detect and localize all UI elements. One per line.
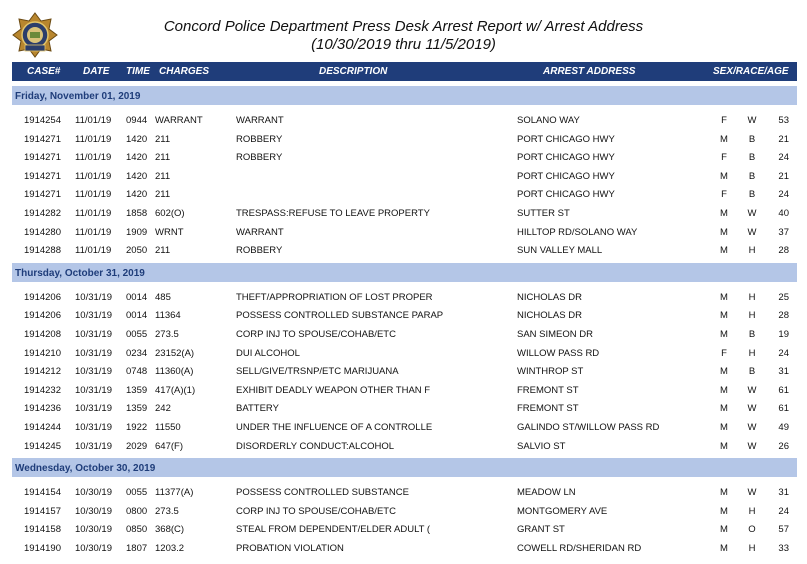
cell-race: W xyxy=(747,115,757,126)
cell-age: 24 xyxy=(778,189,789,200)
cell-sex: M xyxy=(720,171,728,182)
cell-race: W xyxy=(747,403,757,414)
cell-case: 1914232 xyxy=(24,385,61,396)
date-group-label: Friday, November 01, 2019 xyxy=(15,91,141,102)
table-row xyxy=(12,380,797,398)
table-row xyxy=(12,417,797,435)
cell-charges: 211 xyxy=(155,189,171,200)
cell-address: FREMONT ST xyxy=(517,403,579,414)
cell-address: SALVIO ST xyxy=(517,441,566,452)
cell-time: 1420 xyxy=(126,189,148,200)
cell-description: ROBBERY xyxy=(236,245,283,256)
cell-age: 49 xyxy=(778,422,789,433)
cell-date: 10/31/19 xyxy=(75,329,112,340)
cell-case: 1914282 xyxy=(24,208,61,219)
date-group-header xyxy=(12,263,797,282)
cell-sex: M xyxy=(720,245,728,256)
cell-date: 11/01/19 xyxy=(75,171,112,182)
cell-case: 1914212 xyxy=(24,366,61,377)
cell-sex: M xyxy=(720,227,728,238)
cell-charges: 11550 xyxy=(155,422,181,433)
cell-charges: 602(O) xyxy=(155,208,185,219)
cell-charges: 11360(A) xyxy=(155,366,194,377)
cell-case: 1914271 xyxy=(24,134,61,145)
column-case: CASE# xyxy=(27,66,61,77)
column-date: DATE xyxy=(83,66,110,77)
cell-address: MONTGOMERY AVE xyxy=(517,506,608,517)
table-row xyxy=(12,184,797,202)
cell-time: 1909 xyxy=(126,227,148,238)
cell-charges: 273.5 xyxy=(155,506,179,517)
cell-address: PORT CHICAGO HWY xyxy=(517,134,615,145)
cell-charges: 368(C) xyxy=(155,524,185,535)
cell-description: CORP INJ TO SPOUSE/COHAB/ETC xyxy=(236,329,396,340)
cell-age: 31 xyxy=(778,366,789,377)
cell-description: ROBBERY xyxy=(236,134,283,145)
cell-race: B xyxy=(748,171,756,182)
cell-age: 28 xyxy=(778,310,789,321)
cell-date: 11/01/19 xyxy=(75,134,112,145)
cell-date: 10/31/19 xyxy=(75,385,112,396)
cell-description: BATTERY xyxy=(236,403,279,414)
cell-date: 10/31/19 xyxy=(75,366,112,377)
cell-race: H xyxy=(748,310,756,321)
cell-description: DISORDERLY CONDUCT:ALCOHOL xyxy=(236,441,395,452)
cell-date: 11/01/19 xyxy=(75,227,112,238)
cell-age: 24 xyxy=(778,348,789,359)
cell-case: 1914244 xyxy=(24,422,61,433)
cell-sex: M xyxy=(720,134,728,145)
cell-date: 10/30/19 xyxy=(75,524,112,535)
table-row xyxy=(12,287,797,305)
cell-description: DUI ALCOHOL xyxy=(236,348,300,359)
cell-address: SAN SIMEON DR xyxy=(517,329,594,340)
cell-race: H xyxy=(748,292,756,303)
date-group-label: Wednesday, October 30, 2019 xyxy=(15,463,156,475)
cell-description: POSSESS CONTROLLED SUBSTANCE PARAP xyxy=(236,310,444,321)
cell-sex: F xyxy=(721,152,727,163)
cell-race: H xyxy=(748,348,756,359)
cell-description: PROBATION VIOLATION xyxy=(236,543,344,554)
cell-date: 10/31/19 xyxy=(75,422,112,433)
cell-description: TRESPASS:REFUSE TO LEAVE PROPERTY xyxy=(236,208,430,219)
cell-sex: M xyxy=(720,208,728,219)
cell-time: 2050 xyxy=(126,245,148,256)
table-row xyxy=(12,166,797,184)
cell-time: 0944 xyxy=(126,115,148,126)
cell-age: 21 xyxy=(778,134,789,145)
cell-description: POSSESS CONTROLLED SUBSTANCE xyxy=(236,487,409,498)
cell-charges: WARRANT xyxy=(155,115,203,126)
cell-address: SUTTER ST xyxy=(517,208,570,219)
cell-race: H xyxy=(748,506,756,517)
cell-case: 1914206 xyxy=(24,292,61,303)
cell-sex: M xyxy=(720,441,728,452)
cell-time: 0234 xyxy=(126,348,148,359)
cell-age: 61 xyxy=(778,385,789,396)
cell-charges: 11377(A) xyxy=(155,487,194,498)
cell-address: PORT CHICAGO HWY xyxy=(517,189,615,200)
cell-age: 53 xyxy=(778,115,789,126)
table-row xyxy=(12,482,797,500)
cell-date: 11/01/19 xyxy=(75,115,112,126)
cell-time: 1922 xyxy=(126,422,148,433)
cell-case: 1914208 xyxy=(24,329,61,340)
cell-time: 1420 xyxy=(126,171,148,182)
cell-time: 0055 xyxy=(126,329,148,340)
cell-description: STEAL FROM DEPENDENT/ELDER ADULT ( xyxy=(236,524,431,535)
cell-time: 1420 xyxy=(126,134,148,145)
cell-sex: M xyxy=(720,506,728,517)
cell-sex: M xyxy=(720,385,728,396)
cell-address: FREMONT ST xyxy=(517,385,579,396)
cell-charges: 273.5 xyxy=(155,329,179,340)
cell-race: B xyxy=(748,134,756,145)
cell-age: 28 xyxy=(778,245,789,256)
cell-case: 1914271 xyxy=(24,171,61,182)
cell-sex: F xyxy=(721,189,727,200)
cell-description: ROBBERY xyxy=(236,152,283,163)
cell-time: 0014 xyxy=(126,292,148,303)
cell-description: CORP INJ TO SPOUSE/COHAB/ETC xyxy=(236,506,396,517)
cell-age: 31 xyxy=(778,487,789,498)
cell-description: THEFT/APPROPRIATION OF LOST PROPER xyxy=(236,292,433,303)
table-row xyxy=(12,305,797,323)
cell-case: 1914157 xyxy=(24,506,61,517)
cell-case: 1914154 xyxy=(24,487,61,498)
cell-charges: 211 xyxy=(155,171,171,182)
cell-case: 1914288 xyxy=(24,245,61,256)
cell-age: 40 xyxy=(778,208,789,219)
table-row xyxy=(12,222,797,240)
cell-age: 37 xyxy=(778,227,789,238)
cell-address: SOLANO WAY xyxy=(517,115,580,126)
report-date-range: (10/30/2019 thru 11/5/2019) xyxy=(311,36,496,53)
table-row xyxy=(12,110,797,128)
cell-charges: 211 xyxy=(155,152,171,163)
cell-time: 0014 xyxy=(126,310,148,321)
cell-age: 19 xyxy=(778,329,789,340)
cell-case: 1914280 xyxy=(24,227,61,238)
cell-race: H xyxy=(748,543,756,554)
cell-charges: 1203.2 xyxy=(155,543,185,554)
cell-race: B xyxy=(748,329,756,340)
cell-sex: M xyxy=(720,543,728,554)
cell-time: 0800 xyxy=(126,506,148,517)
cell-date: 10/31/19 xyxy=(75,348,112,359)
cell-address: COWELL RD/SHERIDAN RD xyxy=(517,543,642,554)
cell-race: W xyxy=(747,441,757,452)
cell-date: 11/01/19 xyxy=(75,245,112,256)
column-header-bar xyxy=(12,62,797,81)
date-group-label: Thursday, October 31, 2019 xyxy=(15,267,145,279)
cell-race: W xyxy=(747,487,757,498)
table-row xyxy=(12,501,797,519)
cell-charges: 485 xyxy=(155,292,171,303)
cell-sex: M xyxy=(720,329,728,340)
cell-address: GRANT ST xyxy=(517,524,565,535)
cell-case: 1914210 xyxy=(24,348,61,359)
cell-sex: M xyxy=(720,487,728,498)
cell-address: MEADOW LN xyxy=(517,487,576,498)
column-time: TIME xyxy=(126,66,150,77)
cell-address: HILLTOP RD/SOLANO WAY xyxy=(517,227,638,238)
cell-sex: F xyxy=(721,348,727,359)
cell-charges: 211 xyxy=(155,245,171,256)
column-charges: CHARGES xyxy=(159,66,210,77)
column-arrest-address: ARREST ADDRESS xyxy=(543,66,636,77)
cell-age: 57 xyxy=(778,524,789,535)
cell-address: PORT CHICAGO HWY xyxy=(517,171,615,182)
report-title: Concord Police Department Press Desk Arrest Report w/ Arrest Address xyxy=(163,18,644,35)
table-row xyxy=(12,147,797,165)
cell-race: W xyxy=(747,208,757,219)
cell-charges: 647(F) xyxy=(155,441,183,452)
cell-case: 1914158 xyxy=(24,524,61,535)
cell-race: O xyxy=(748,524,756,535)
cell-age: 26 xyxy=(778,441,789,452)
cell-time: 1420 xyxy=(126,152,148,163)
cell-race: W xyxy=(747,227,757,238)
cell-date: 10/30/19 xyxy=(75,543,112,554)
cell-description: SELL/GIVE/TRSNP/ETC MARIJUANA xyxy=(236,366,399,377)
cell-sex: M xyxy=(720,292,728,303)
cell-date: 10/30/19 xyxy=(75,487,112,498)
cell-date: 10/31/19 xyxy=(75,310,112,321)
cell-age: 24 xyxy=(778,152,789,163)
cell-address: NICHOLAS DR xyxy=(517,310,582,321)
cell-case: 1914236 xyxy=(24,403,61,414)
cell-description: WARRANT xyxy=(236,115,284,126)
cell-address: PORT CHICAGO HWY xyxy=(517,152,615,163)
cell-time: 1359 xyxy=(126,403,148,414)
cell-case: 1914271 xyxy=(24,189,61,200)
cell-description: EXHIBIT DEADLY WEAPON OTHER THAN F xyxy=(236,385,431,396)
cell-race: W xyxy=(747,422,757,433)
cell-charges: 242 xyxy=(155,403,171,414)
cell-case: 1914245 xyxy=(24,441,61,452)
cell-sex: M xyxy=(720,524,728,535)
cell-date: 10/31/19 xyxy=(75,403,112,414)
cell-time: 0055 xyxy=(126,487,148,498)
table-row xyxy=(12,519,797,537)
cell-description: UNDER THE INFLUENCE OF A CONTROLLE xyxy=(236,422,433,433)
cell-charges: WRNT xyxy=(155,227,184,238)
cell-date: 10/30/19 xyxy=(75,506,112,517)
cell-age: 25 xyxy=(778,292,789,303)
cell-case: 1914190 xyxy=(24,543,61,554)
cell-case: 1914254 xyxy=(24,115,61,126)
column-description: DESCRIPTION xyxy=(319,66,388,77)
cell-age: 33 xyxy=(778,543,789,554)
cell-sex: F xyxy=(721,115,727,126)
cell-date: 11/01/19 xyxy=(75,189,112,200)
cell-race: W xyxy=(747,385,757,396)
cell-race: B xyxy=(748,189,756,200)
table-row xyxy=(12,324,797,342)
cell-date: 10/31/19 xyxy=(75,441,112,452)
cell-address: WINTHROP ST xyxy=(517,366,584,377)
cell-charges: 11364 xyxy=(155,310,181,321)
cell-sex: M xyxy=(720,403,728,414)
cell-sex: M xyxy=(720,422,728,433)
cell-race: B xyxy=(748,152,756,163)
cell-address: GALINDO ST/WILLOW PASS RD xyxy=(517,422,660,433)
table-row xyxy=(12,203,797,221)
cell-time: 1807 xyxy=(126,543,148,554)
cell-address: WILLOW PASS RD xyxy=(517,348,600,359)
cell-sex: M xyxy=(720,310,728,321)
date-group-header xyxy=(12,458,797,477)
table-row xyxy=(12,398,797,416)
table-row xyxy=(12,361,797,379)
cell-age: 21 xyxy=(778,171,789,182)
table-row xyxy=(12,436,797,454)
cell-time: 0850 xyxy=(126,524,148,535)
cell-date: 11/01/19 xyxy=(75,152,112,163)
cell-case: 1914206 xyxy=(24,310,61,321)
cell-race: B xyxy=(748,366,756,377)
cell-time: 0748 xyxy=(126,366,148,377)
cell-charges: 23152(A) xyxy=(155,348,195,359)
cell-address: NICHOLAS DR xyxy=(517,292,582,303)
cell-description: WARRANT xyxy=(236,227,284,238)
cell-charges: 211 xyxy=(155,134,171,145)
cell-charges: 417(A)(1) xyxy=(155,385,196,396)
table-row xyxy=(12,129,797,147)
column-sex-race-age: SEX/RACE/AGE xyxy=(713,66,789,77)
cell-date: 10/31/19 xyxy=(75,292,112,303)
cell-time: 1359 xyxy=(126,385,148,396)
cell-race: H xyxy=(748,245,756,256)
cell-address: SUN VALLEY MALL xyxy=(517,245,603,256)
cell-time: 1858 xyxy=(126,208,148,219)
cell-time: 2029 xyxy=(126,441,148,452)
cell-date: 11/01/19 xyxy=(75,208,112,219)
cell-sex: M xyxy=(720,366,728,377)
cell-age: 61 xyxy=(778,403,789,414)
table-row xyxy=(12,240,797,258)
cell-case: 1914271 xyxy=(24,152,61,163)
table-row xyxy=(12,343,797,361)
table-row xyxy=(12,538,797,556)
cell-age: 24 xyxy=(778,506,789,517)
date-group-header xyxy=(12,86,797,105)
